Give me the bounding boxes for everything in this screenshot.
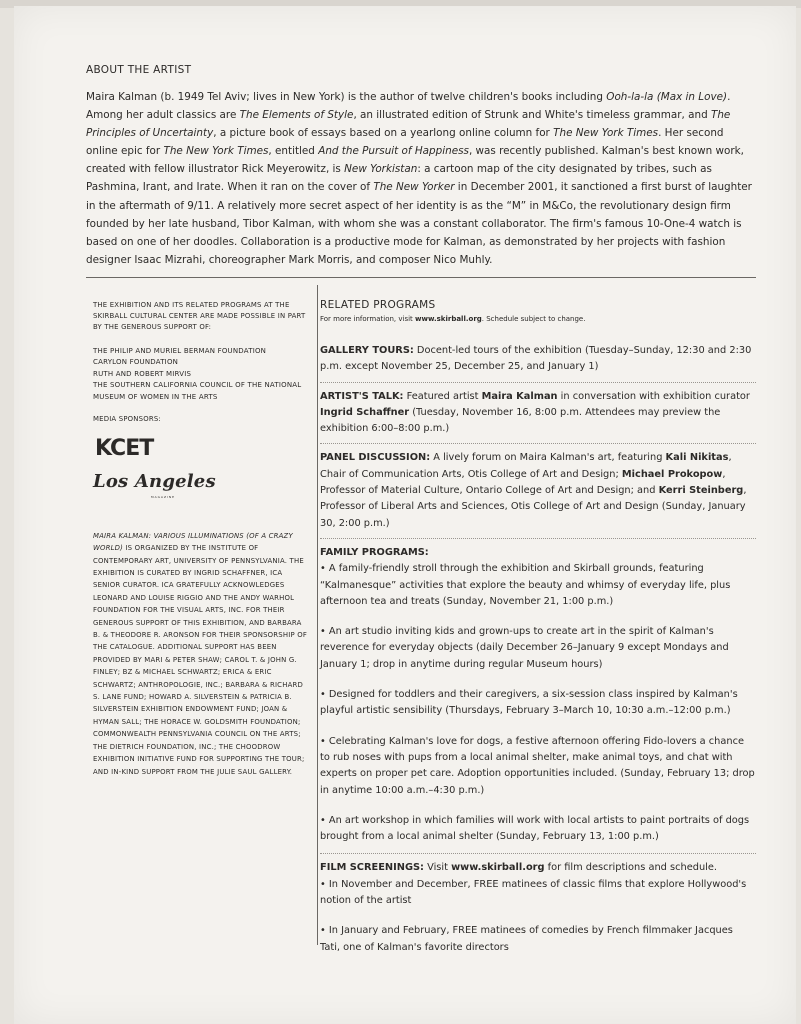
family-program-item: • An art studio inviting kids and grown-ups to create art in the spirit of Kalman's reverence for everyday objects (daily December 26–January 9 except Mondays and January 1; drop in anytime during regular Museum hours) xyxy=(320,626,729,670)
los-angeles-magazine-logo-sub: MAGAZINE xyxy=(151,494,176,499)
family-program-item: • An art workshop in which families will work with local artists to paint portraits of dogs brought from a local animal shelter (Sunday, February 13, 1:00 p.m.) xyxy=(320,814,750,843)
film-screenings: FILM SCREENINGS: Visit www.skirball.org for film descriptions and schedule. • In November and December, FREE matinees of classic films that explore Hollywood's notion of the artist • In January and February, FREE matinees of comedies by French filmmaker Jacques Tati, one of Kalman's favorite directors xyxy=(320,854,756,963)
about-paragraph: Maira Kalman (b. 1949 Tel Aviv; lives in New York) is the author of twelve children's books including Ooh-la-la (Max in Love). Among her adult classics are The Elements of Style, an illustrated edition of Strunk and White's timeless grammar, and The Principles of Uncertainty, a picture book of essays based on a yearlong online column for The New York Times. Her second online epic for The New York Times, entitled And the Pursuit of Happiness, was recently published. Kalman's best known work, created with fellow illustrator Rick Meyerowitz, is New Yorkistan: a cartoon map of the city designated by tribes, such as Pashmina, Irant, and Irate. When it ran on the cover of The New Yorker in December 2001, it sanctioned a first burst of laughter in the aftermath of 9/11. A relatively more secret aspect of her identity is as the “M” in M&Co, the revolutionary design firm founded by her late husband, Tibor Kalman, with whom she was a constant collaborator. The firm's famous 10-One-4 watch is based on one of her doodles. Collaboration is a productive mode for Kalman, as demonstrated by her projects with fashion designer Isaac Mizrahi, choreographer Mark Morris, and composer Nico Muhly. xyxy=(86,91,752,266)
family-program-item: • Designed for toddlers and their caregivers, a six-session class inspired by Kalman's playful artistic sensibility (Thursdays, February 3–March 10, 10:30 a.m.–12:00 p.m.) xyxy=(320,689,738,717)
los-angeles-magazine-logo: Los Angeles xyxy=(93,470,216,492)
more-info-line: For more information, visit www.skirball.org. Schedule subject to change. xyxy=(320,315,586,323)
gallery-tours: GALLERY TOURS: Docent-led tours of the exhibition (Tuesday–Sunday, 12:30 and 2:30 p.m. except November 25, December 25, and January 1) xyxy=(320,337,756,383)
about-heading: ABOUT THE ARTIST xyxy=(86,64,192,76)
skirball-link: www.skirball.org xyxy=(451,862,545,874)
funder-item: CARYLON FOUNDATION xyxy=(93,358,179,367)
about-the-artist xyxy=(86,64,758,269)
family-program-item: • Celebrating Kalman's love for dogs, a festive afternoon offering Fido-lovers a chance to rub noses with pups from a local animal shelter, make animal toys, and chat with experts on proper pet care. Adoption opportunities included. (Sunday, February 13; drop in anytime 10:00 a.m.–4:30 p.m.) xyxy=(320,735,755,796)
related-programs xyxy=(320,299,756,964)
horizontal-divider xyxy=(86,277,756,278)
funder-item: RUTH AND ROBERT MIRVIS xyxy=(93,369,192,378)
media-sponsors-label: MEDIA SPONSORS: xyxy=(93,414,161,423)
vertical-divider xyxy=(317,285,318,945)
funder-item: THE PHILIP AND MURIEL BERMAN FOUNDATION xyxy=(93,346,267,355)
funders-list xyxy=(93,346,307,404)
film-item: • In January and February, FREE matinees of comedies by French filmmaker Jacques Tati, one of Kalman's favorite directors xyxy=(320,925,733,953)
skirball-link: www.skirball.org xyxy=(415,315,482,323)
sponsors-sidebar xyxy=(93,300,307,778)
film-item: • In November and December, FREE matinees of classic films that explore Hollywood's notion of the artist xyxy=(320,878,747,907)
artists-talk: ARTIST'S TALK: Featured artist Maira Kalman in conversation with exhibition curator Ingrid Schaffner (Tuesday, November 16, 8:00 p.m. Attendees may preview the exhibition 6:00–8:00 p.m.) xyxy=(320,383,756,445)
panel-discussion: PANEL DISCUSSION: A lively forum on Maira Kalman's art, featuring Kali Nikitas, Chair of Communication Arts, Otis College of Art and Design; Michael Prokopow, Professor of Material Culture, Ontario College of Art and Design; and Kerri Steinberg, Professor of Liberal Arts and Sciences, Otis College of Art and Design (Sunday, January 30, 2:00 p.m.) xyxy=(320,444,756,538)
exhibition-credits: MAIRA KALMAN: VARIOUS ILLUMINATIONS (OF A CRAZY WORLD) IS ORGANIZED BY THE INSTITUTE OF CONTEMPORARY ART, UNIVERSITY OF PENNSYLVANIA. THE EXHIBITION IS CURATED BY INGRID SCHAFFNER, ICA SENIOR CURATOR. ICA GRATEFULLY ACKNOWLEDGES LEONARD AND LOUISE RIGGIO AND THE ANDY WARHOL FOUNDATION FOR THE VISUAL ARTS, INC. FOR THEIR GENEROUS SUPPORT OF THIS EXHIBITION, AND BARBARA B. & THEODORE R. ARONSON FOR THEIR SPONSORSHIP OF THE CATALOGUE. ADDITIONAL SUPPORT HAS BEEN PROVIDED BY MARI & PETER SHAW; CAROL T. & JOHN G. FINLEY; BZ & MICHAEL SCHWARTZ; ERICA & ERIC SCHWARTZ; ANTHROPOLOGIE, INC.; BARBARA & RICHARD S. LANE FUND; HOWARD A. SILVERSTEIN & PATRICIA B. SILVERSTEIN EXHIBITION ENDOWMENT FUND; JOAN & HYMAN SALL; THE HORACE W. GOLDSMITH FOUNDATION; COMMONWEALTH PENNSYLVANIA COUNCIL ON THE ARTS; THE DIETRICH FOUNDATION, INC.; THE CHOODROW EXHIBITION INITIATIVE FUND FOR SUPPORTING THE TOUR; AND IN-KIND SUPPORT FROM THE JULIE SAUL GALLERY. xyxy=(93,531,307,776)
support-statement: THE EXHIBITION AND ITS RELATED PROGRAMS AT THE SKIRBALL CULTURAL CENTER ARE MADE POSSIBLE IN PART BY THE GENEROUS SUPPORT OF: xyxy=(93,301,306,332)
family-programs: FAMILY PROGRAMS: • A family-friendly stroll through the exhibition and Skirball grounds, featuring “Kalmanesque” activities that explore the beauty and whimsy of everyday life, plus afternoon tea and treats (Sunday, November 21, 1:00 p.m.) • An art studio inviting kids and grown-ups to create art in the spirit of Kalman's reverence for everyday objects (daily December 26–January 9 except Mondays and January 1; drop in anytime during regular Museum hours) • Designed for toddlers and their caregivers, a six-session class inspired by Kalman's playful artistic sensibility (Thursdays, February 3–March 10, 10:30 a.m.–12:00 p.m.) • Celebrating Kalman's love for dogs, a festive afternoon offering Fido-lovers a chance to rub noses with pups from a local animal shelter, make animal toys, and chat with experts on proper pet care. Adoption opportunities included. (Sunday, February 13; drop in anytime 10:00 a.m.–4:30 p.m.) • An art workshop in which families will work with local artists to paint portraits of dogs brought from a local animal shelter (Sunday, February 13, 1:00 p.m.) xyxy=(320,539,756,854)
funder-item: THE SOUTHERN CALIFORNIA COUNCIL OF THE NATIONAL MUSEUM OF WOMEN IN THE ARTS xyxy=(93,381,302,401)
programs-heading: RELATED PROGRAMS xyxy=(320,299,436,311)
kcet-logo: KCET xyxy=(95,435,154,461)
family-program-item: • A family-friendly stroll through the exhibition and Skirball grounds, featuring “Kalmanesque” activities that explore the beauty and whimsy of everyday life, plus afternoon tea and treats (Sunday, November 21, 1:00 p.m.) xyxy=(320,563,731,607)
